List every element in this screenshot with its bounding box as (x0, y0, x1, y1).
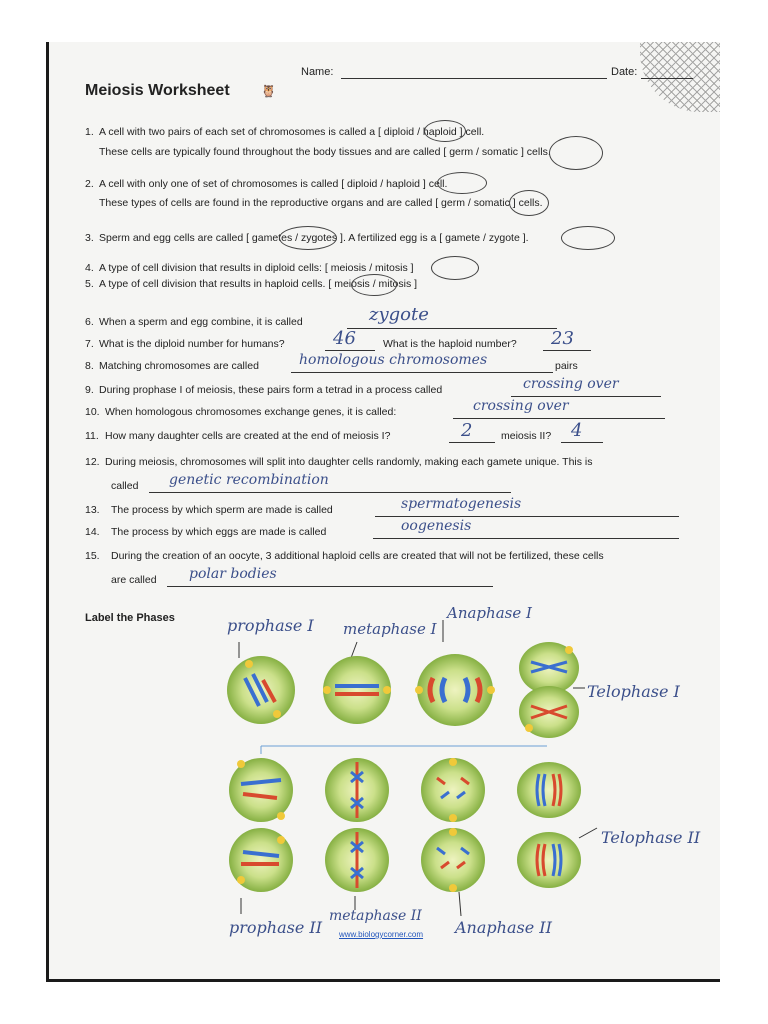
q9-number: 9. (85, 384, 94, 396)
q11-line2: meiosis II? (501, 430, 552, 442)
q2-line1: A cell with only one of set of chromosomes is called [ diploid / haploid ] cell. (99, 178, 448, 190)
cell-telophase-2-top (517, 762, 581, 818)
cell-prophase-1 (227, 656, 295, 724)
date-label: Date: (611, 66, 638, 78)
q7-number: 7. (85, 338, 94, 350)
q15-answer: polar bodies (189, 566, 277, 582)
page-title: Meiosis Worksheet (85, 82, 230, 99)
label-telophase-2: Telophase II (601, 828, 701, 847)
q1-line2: These cells are typically found throughout the body tissues and are called [ germ / somatic ] cells. (99, 146, 551, 158)
q1-number: 1. (85, 126, 94, 138)
name-label: Name: (301, 66, 334, 78)
cell-anaphase-2-top (421, 758, 485, 822)
q8-number: 8. (85, 360, 94, 372)
cell-anaphase-1 (415, 654, 495, 726)
q8-tail: pairs (555, 360, 578, 372)
q14-line1: The process by which eggs are made is called (111, 526, 327, 538)
cell-prophase-2-bottom (229, 828, 293, 892)
cell-anaphase-2-bottom (421, 828, 485, 892)
q12-answer: genetic recombination (169, 472, 329, 488)
q4-number: 4. (85, 262, 94, 274)
q11-answer: 2 (461, 420, 473, 441)
q13-answer: spermatogenesis (401, 496, 522, 512)
q12-line2: called (111, 480, 139, 492)
q6-answer: zygote (369, 304, 429, 325)
q13-line1: The process by which sperm are made is called (111, 504, 333, 516)
q2-number: 2. (85, 178, 94, 190)
q5-number: 5. (85, 278, 94, 290)
worksheet-page (46, 42, 720, 982)
owl-icon: 🦉 (261, 84, 276, 98)
q14-answer: oogenesis (401, 518, 472, 534)
q1-line1: A cell with two pairs of each set of chromosomes is called a [ diploid / haploid ] cell. (99, 126, 485, 138)
q8-line1: Matching chromosomes are called (99, 360, 259, 372)
label-prophase-2: prophase II (229, 918, 323, 937)
q7-answer: 46 (333, 328, 356, 349)
q11-answer2: 4 (571, 420, 583, 441)
q12-number: 12. (85, 456, 100, 468)
q6-number: 6. (85, 316, 94, 328)
q7-line1: What is the diploid number for humans? (99, 338, 285, 350)
q10-number: 10. (85, 406, 100, 418)
q14-number: 14. (85, 526, 100, 538)
q15-line1: During the creation of an oocyte, 3 additional haploid cells are created that will not be fertilized, these cells (111, 550, 604, 562)
cell-telophase-1 (519, 642, 579, 738)
label-metaphase-1: metaphase I (343, 620, 437, 638)
cell-telophase-2-bottom (517, 832, 581, 888)
q3-number: 3. (85, 232, 94, 244)
q5-line1: A type of cell division that results in haploid cells. [ meiosis / mitosis ] (99, 278, 418, 290)
q15-line2: are called (111, 574, 157, 586)
q15-number: 15. (85, 550, 100, 562)
q13-number: 13. (85, 504, 100, 516)
q4-line1: A type of cell division that results in diploid cells: [ meiosis / mitosis ] (99, 262, 414, 274)
q2-line2: These types of cells are found in the reproductive organs and are called [ germ / somatic ] cells. (99, 197, 543, 209)
label-telophase-1: Telophase I (587, 682, 680, 701)
phases-heading: Label the Phases (85, 612, 175, 624)
cell-metaphase-2-bottom (325, 828, 389, 892)
q12-line1: During meiosis, chromosomes will split into daughter cells randomly, making each gamete unique. This is (105, 456, 593, 468)
label-metaphase-2: metaphase II (329, 908, 422, 924)
label-anaphase-1: Anaphase I (447, 604, 532, 622)
meiosis-diagram (49, 42, 720, 982)
q11-number: 11. (85, 430, 99, 442)
cell-metaphase-1 (323, 656, 391, 724)
q11-line1: How many daughter cells are created at the end of meiosis I? (105, 430, 391, 442)
q8-answer: homologous chromosomes (299, 352, 488, 368)
label-prophase-1: prophase I (227, 616, 314, 635)
credit-link[interactable]: www.biologycorner.com (339, 930, 424, 939)
q7-line2: What is the haploid number? (383, 338, 517, 350)
label-anaphase-2: Anaphase II (455, 918, 552, 937)
q10-line1: When homologous chromosomes exchange genes, it is called: (105, 406, 397, 418)
q3-line1: Sperm and egg cells are called [ gametes / zygotes ]. A fertilized egg is a [ gamete / zygote ]. (99, 232, 529, 244)
cell-metaphase-2-top (325, 758, 389, 822)
q7-answer2: 23 (551, 328, 574, 349)
q9-line1: During prophase I of meiosis, these pairs form a tetrad in a process called (99, 384, 443, 396)
q9-answer: crossing over (523, 376, 619, 392)
q10-answer: crossing over (473, 398, 569, 414)
q6-line1: When a sperm and egg combine, it is called (99, 316, 303, 328)
cell-prophase-2-top (229, 758, 293, 822)
